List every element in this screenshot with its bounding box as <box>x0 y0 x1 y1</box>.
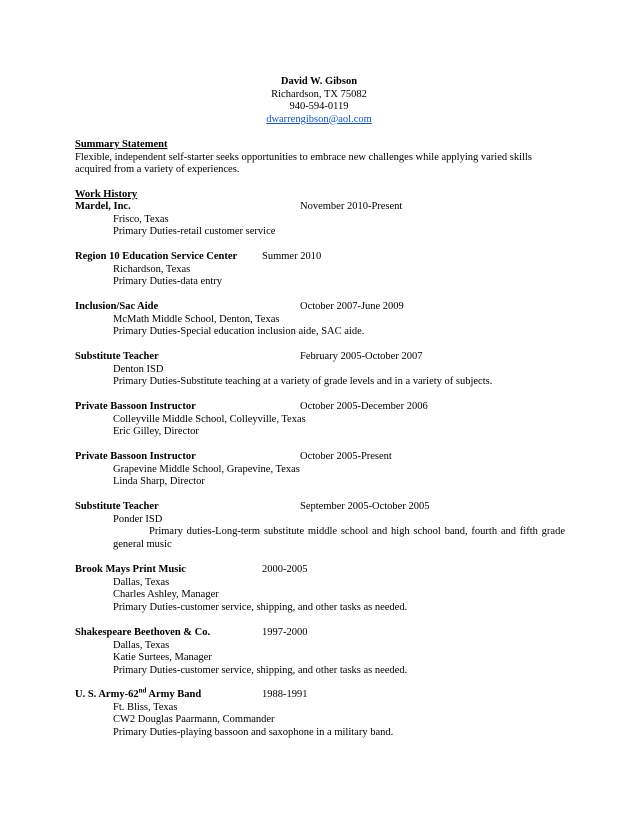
job-detail: CW2 Douglas Paarmann, Commander <box>113 714 275 725</box>
address: Richardson, TX 75082 <box>271 88 367 100</box>
job-dates: October 2007-June 2009 <box>300 301 404 312</box>
job-detail: Primary Duties-customer service, shipping, and other tasks as needed. <box>113 601 408 613</box>
job-detail: Grapevine Middle School, Grapevine, Texas <box>113 463 300 475</box>
job-detail: Dallas, Texas <box>113 639 170 651</box>
job-detail: Dallas, Texas <box>113 576 170 588</box>
job-dates: October 2005-Present <box>300 451 392 462</box>
job-detail: McMath Middle School, Denton, Texas <box>113 313 280 325</box>
job-title: Shakespeare Beethoven & Co. <box>75 627 211 638</box>
job-dates: February 2005-October 2007 <box>300 351 423 362</box>
job-detail: Eric Gilley, Director <box>113 426 199 437</box>
job-detail: Denton ISD <box>113 363 164 375</box>
job-detail: Linda Sharp, Director <box>113 476 205 487</box>
job-detail: Ft. Bliss, Texas <box>113 701 178 713</box>
job-detail: Charles Ashley, Manager <box>113 589 219 600</box>
job-entry <box>75 686 565 739</box>
job-title: Region 10 Education Service Center <box>75 251 238 262</box>
applicant-name: David W. Gibson <box>280 76 358 87</box>
job-title-superscript: nd <box>138 686 147 695</box>
job-dates: October 2005-December 2006 <box>300 401 428 412</box>
summary-line-1: Flexible, independent self-starter seeks opportunities to embrace new challenges while applying varied skills <box>75 151 532 163</box>
job-title-suffix: Army Band <box>146 689 202 700</box>
job-dates: November 2010-Present <box>300 201 403 212</box>
job-detail: Primary Duties-Substitute teaching at a variety of grade levels and in a variety of subjects. <box>113 376 493 387</box>
job-dates: 1988-1991 <box>262 689 308 700</box>
job-title: Inclusion/Sac Aide <box>75 301 159 312</box>
job-title-prefix: U. S. Army-62 <box>75 689 139 700</box>
summary-line-2: acquired from a variety of experiences. <box>75 164 240 175</box>
job-title: Substitute Teacher <box>75 501 159 512</box>
job-entry <box>75 251 565 289</box>
job-title: Private Bassoon Instructor <box>75 451 196 462</box>
summary-section <box>75 139 565 177</box>
phone: 940-594-0119 <box>289 101 349 112</box>
job-entry <box>75 351 565 389</box>
job-detail: Primary Duties-data entry <box>113 276 223 287</box>
job-entry <box>75 301 565 339</box>
job-title: Mardel, Inc. <box>75 201 131 212</box>
job-entry <box>75 501 565 551</box>
job-entry <box>75 401 565 439</box>
job-detail: Primary duties-Long-term substitute middle school and high school band, fourth and fifth grade general music <box>113 526 565 550</box>
job-title: Substitute Teacher <box>75 351 159 362</box>
job-detail: Primary Duties-retail customer service <box>113 226 276 237</box>
contact-header <box>0 76 638 126</box>
job-detail: Colleyville Middle School, Colleyville, Texas <box>113 413 306 425</box>
job-dates: 2000-2005 <box>262 564 308 575</box>
job-detail: Frisco, Texas <box>113 213 169 225</box>
work-history-heading-block <box>75 189 565 202</box>
job-entry <box>75 451 565 489</box>
job-title: Brook Mays Print Music <box>75 564 186 575</box>
job-detail: Ponder ISD <box>113 513 163 525</box>
job-detail: Katie Surtees, Manager <box>113 652 212 663</box>
job-detail: Primary Duties-playing bassoon and saxophone in a military band. <box>113 726 394 738</box>
email-link[interactable]: dwarrengibson@aol.com <box>266 113 372 125</box>
job-detail: Primary Duties-customer service, shipping, and other tasks as needed. <box>113 664 408 676</box>
job-entry <box>75 201 565 239</box>
job-dates: Summer 2010 <box>262 251 322 262</box>
job-entry <box>75 564 565 614</box>
job-title <box>75 686 202 702</box>
summary-heading: Summary Statement <box>75 139 168 150</box>
job-title: Private Bassoon Instructor <box>75 401 196 412</box>
job-detail: Richardson, Texas <box>113 263 191 275</box>
job-dates: September 2005-October 2005 <box>300 501 430 512</box>
job-detail: Primary Duties-Special education inclusion aide, SAC aide. <box>113 326 365 337</box>
job-dates: 1997-2000 <box>262 627 308 638</box>
job-entry <box>75 627 565 677</box>
work-history-heading: Work History <box>75 189 138 200</box>
